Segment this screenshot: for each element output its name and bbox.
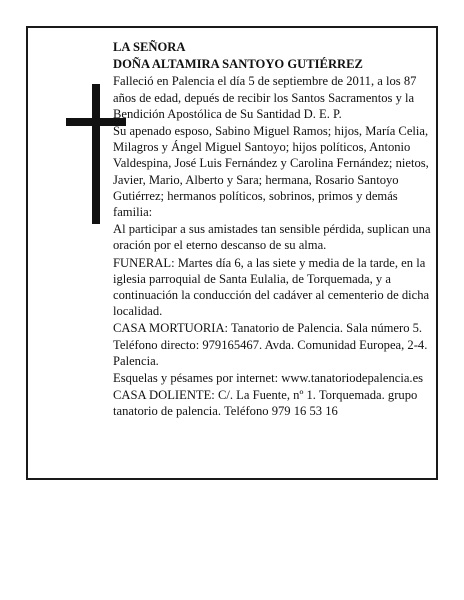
deceased-name: DOÑA ALTAMIRA SANTOYO GUTIÉRREZ <box>113 57 363 72</box>
heading-title: LA SEÑORA <box>113 40 186 54</box>
death-notice-paragraph: Falleció en Palencia el día 5 de septiembre de 2011, a los 87 años de edad, depués de recibir los Santos Sacramentos y la Bendición Apostólica de Su Santidad D. E. P. <box>113 74 417 121</box>
family-paragraph: Su apenado esposo, Sabino Miguel Ramos; hijos, María Celia, Milagros y Ángel Miguel Santoyo; hijos políticos, Antonio Valdespina, José Luis Fernández y Carolina Fernández; nietos, Javier, Mario, Alberto y Sara; hermana, Rosario Santoyo Gutiérrez; hermanos políticos, sobrinos, primos y demás familia: <box>113 124 429 220</box>
internet-condolences-paragraph: Esquelas y pésames por internet: www.tanatoriodepalencia.es <box>113 371 424 386</box>
funeral-paragraph: FUNERAL: Martes día 6, a las siete y media de la tarde, en la iglesia parroquial de Santa Eulalia, de Torquemada, y a continuación la conducción del cadáver al cementerio de dicha localidad. <box>113 255 430 319</box>
obituary-text <box>113 39 431 421</box>
family-home-paragraph: CASA DOLIENTE: C/. La Fuente, nº 1. Torquemada. grupo tanatorio de palencia. Teléfono 979 16 53 16 <box>113 388 418 419</box>
prayer-request-paragraph: Al participar a sus amistades tan sensible pérdida, suplican una oración por el eterno descanso de su alma. <box>113 222 431 253</box>
funeral-home-paragraph: CASA MORTUORIA: Tanatorio de Palencia. Sala número 5. Teléfono directo: 979165467. Avda. Comunidad Europea, 2-4. Palencia. <box>113 321 428 368</box>
